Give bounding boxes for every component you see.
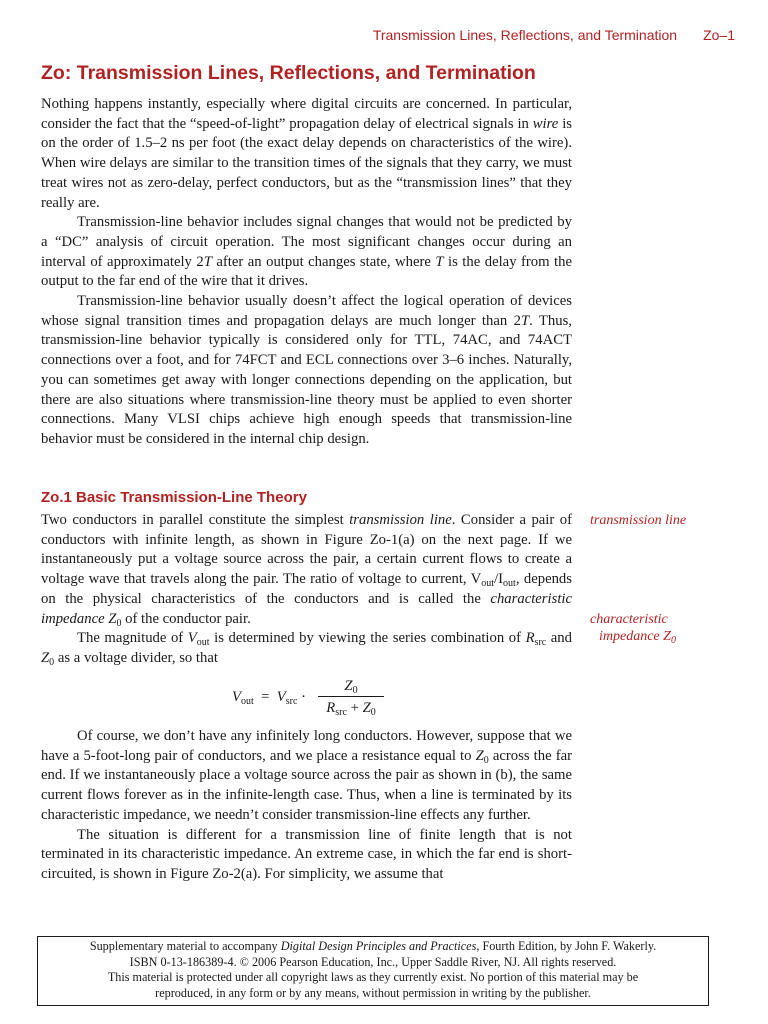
footer-line-3: This material is protected under all copyright laws as they currently exist. No portion of this material may be xyxy=(107,970,639,985)
footer-line-4: reproduced, in any form or by any means, without permission in writing by the publisher. xyxy=(155,985,591,1000)
page-number: Zo–1 xyxy=(703,27,735,43)
intro-paragraph-3: Transmission-line behavior usually doesn’t affect the logical operation of devices whose signal transition times and propagation delays are much longer than 2T. Thus, transmission-line behavior typically is considered only for TTL, 74AC, and 74ACT connections over a foot, and for 74FCT and ECL connections over 3–6 inches. Naturally, you can sometimes get away with longer connections depending on the application, but there are also situations where transmission-line theory must be applied to even shorter connections. Many VLSI chips achieve high enough speeds that transmission-line behavior must be considered in the internal chip design. xyxy=(41,293,572,447)
section-text-bottom xyxy=(41,727,572,885)
section-paragraph-4: The situation is different for a transmission line of finite length that is not terminated in its characteristic impedance. An extreme case, in which the far end is short-circuited, is shown in Figure Zo-2(a). For simplicity, we assume that xyxy=(41,826,572,882)
copyright-footer xyxy=(37,936,709,1006)
page-title: Zo: Transmission Lines, Reflections, and Termination xyxy=(41,62,536,84)
intro-paragraph-1: Nothing happens instantly, especially where digital circuits are concerned. In particular, consider the fact that the “speed-of-light” propagation delay of electrical signals in wire is on the order of 1.5–2 ns per foot (the exact delay depends on characteristics of the wire). When wire delays are similar to the transition times of the signals that they carry, we must treat wires not as zero-delay, perfect conductors, but as the “transmission lines” that they really are. xyxy=(41,96,572,211)
section-heading: Zo.1 Basic Transmission-Line Theory xyxy=(41,489,307,506)
section-text-top xyxy=(41,511,572,669)
section-paragraph-2: The magnitude of $V_{out}$ is determined by viewing the series combination of $R_{src}$ and $Z_0$ as a voltage divider, so that xyxy=(41,630,572,668)
voltage-divider-equation xyxy=(232,676,402,720)
running-head-title: Transmission Lines, Reflections, and Termination xyxy=(372,27,678,43)
running-head xyxy=(373,27,735,43)
equation-fraction xyxy=(318,676,384,719)
section-paragraph-1: Two conductors in parallel constitute the simplest transmission line. Consider a pair of conductors with infinite length, as shown in Figure Zo-1(a) on the next page. If we instantaneously put a voltage source across the pair, a certain current flows to create a voltage wave that travels along the pair. The ratio of voltage to current, $V_{out}/I_{out}$, depends on the physical characteristics of the conductors and is called the characteristic impedance $Z_0$ of the conductor pair. xyxy=(41,512,572,629)
intro-text xyxy=(41,95,572,450)
margin-note-characteristic-impedance: characteristic impedance $Z_0$ xyxy=(590,612,676,646)
equation-lhs: $V_{out} = V_{src}$ · xyxy=(232,689,306,707)
equation-denominator: $R_{src} + Z_0$ xyxy=(326,700,376,718)
section-paragraph-3: Of course, we don’t have any infinitely long conductors. However, suppose that we have a 5-foot-long pair of conductors, and we place a resistance equal to $Z_0$ across the far end. If we instantaneously place a voltage source across the pair as shown in (b), the same current flows forever as in the infinite-length case. Thus, when a line is terminated by its characteristic impedance, we needn’t consider transmission-line effects any further. xyxy=(41,728,572,823)
footer-line-1: Supplementary material to accompany Digital Design Principles and Practices, Fourth Edition, by John F. Wakerly. xyxy=(89,939,657,953)
footer-line-2: ISBN 0-13-186389-4. © 2006 Pearson Education, Inc., Upper Saddle River, NJ. All rights reserved. xyxy=(129,954,617,969)
intro-paragraph-2: Transmission-line behavior includes signal changes that would not be predicted by a “DC” analysis of circuit operation. The most significant changes occur during an interval of approximately 2T after an output changes state, where T is the delay from the output to the far end of the wire that it drives. xyxy=(41,214,573,290)
equation-numerator: $Z_0$ xyxy=(344,678,358,696)
margin-note-transmission-line: transmission line xyxy=(590,513,687,528)
